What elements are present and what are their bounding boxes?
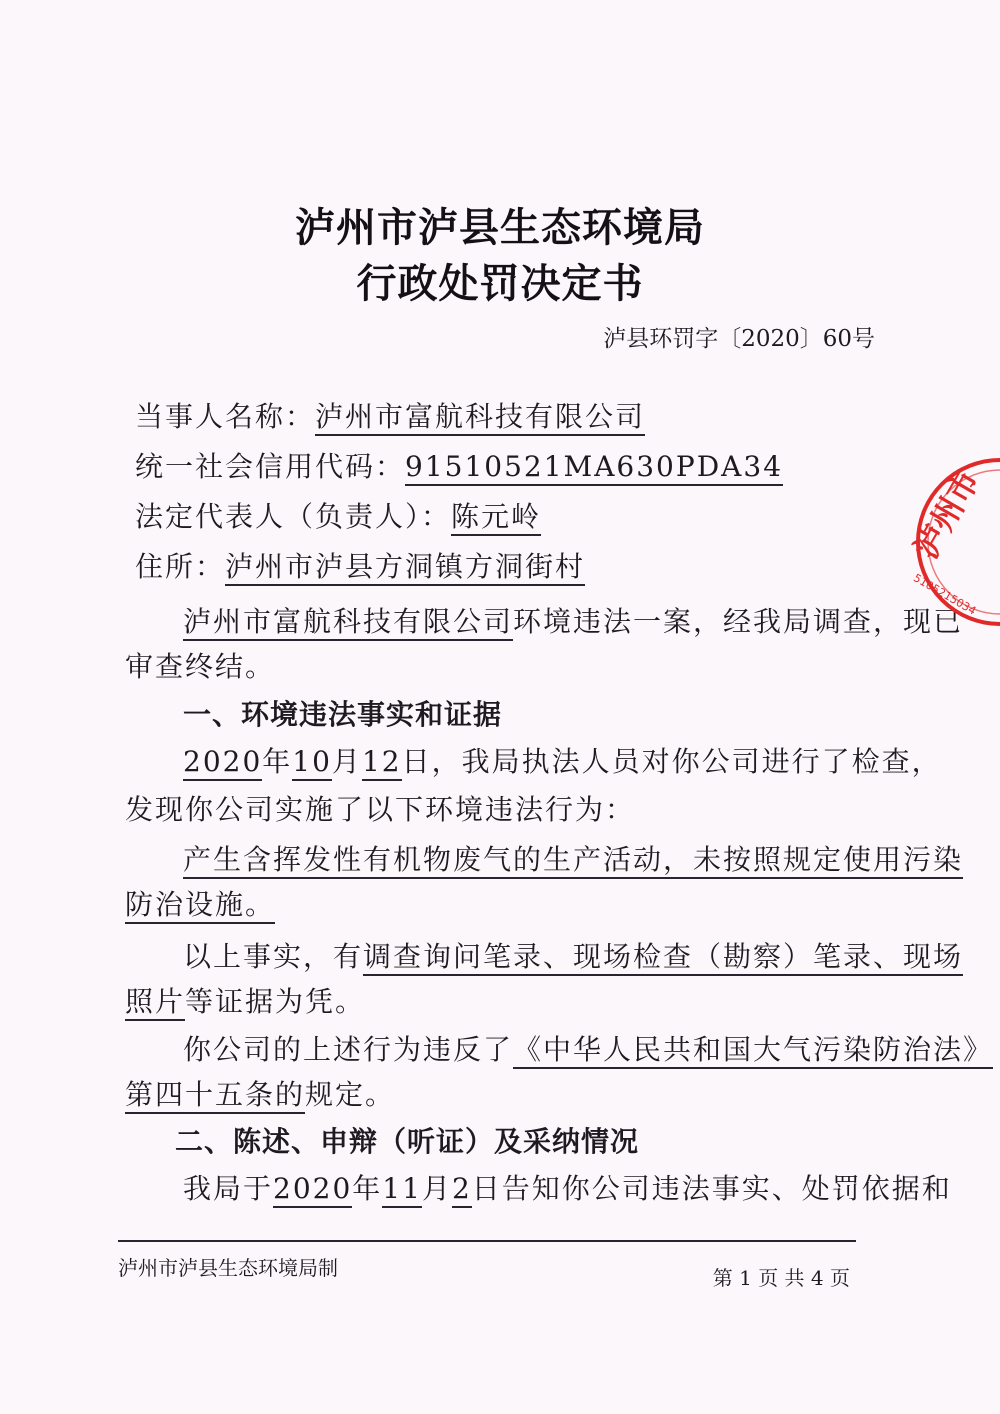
evidence-list-2: 照片 [125,985,185,1021]
footer-issuer: 泸州市泸县生态环境局制 [118,1256,338,1280]
violation-text-2: 防治设施。 [125,888,275,924]
document-number: 泸县环罚字〔2020〕60号 [603,326,875,352]
day-suffix: 日，我局执法人员对你公司进行了检查， [401,745,942,778]
notice-line [183,1172,952,1206]
legal-rep-row [135,500,541,534]
credit-code-row [135,450,783,484]
intro-line-2: 审查终结。 [125,650,276,683]
notice-year: 2020 [273,1172,352,1208]
section2-heading: 二、陈述、申辩（听证）及采纳情况 [175,1125,640,1158]
law-suffix: 规定。 [305,1078,396,1111]
law-line-2 [125,1078,395,1112]
violation-line-2 [125,888,275,922]
legal-rep-value: 陈元岭 [451,500,541,536]
notice-year-suffix: 年 [352,1172,383,1205]
footer-divider [118,1240,856,1242]
address-row [135,550,585,584]
inspection-month: 10 [292,745,332,781]
violation-line-1 [183,843,963,877]
credit-code-label: 统一社会信用代码： [135,450,406,483]
evidence-prefix: 以上事实，有 [183,940,364,973]
evidence-suffix: 等证据为凭。 [185,985,366,1018]
year-suffix: 年 [262,745,293,778]
official-seal-icon [900,440,1000,640]
inspection-year: 2020 [183,745,262,781]
document-subtitle: 行政处罚决定书 [356,261,644,307]
legal-rep-label: 法定代表人（负责人）： [135,500,452,533]
law-prefix: 你公司的上述行为违反了 [183,1033,514,1066]
document-title: 泸州市泸县生态环境局 [295,205,705,251]
footer-page-number: 第 1 页 共 4 页 [712,1266,850,1290]
evidence-line-1 [183,940,963,974]
address-label: 住所： [135,550,226,583]
law-line-1 [183,1033,993,1067]
seal-text: 泸州市 [906,462,988,566]
intro-text-1: 环境违法一案，经我局调查，现已 [513,605,964,638]
intro-company: 泸州市富航科技有限公司 [183,605,513,641]
party-name-label: 当事人名称： [135,400,316,433]
section1-heading: 一、环境违法事实和证据 [183,698,503,731]
notice-month-suffix: 月 [421,1172,452,1205]
notice-day: 2 [452,1172,472,1208]
notice-prefix: 我局于 [183,1172,274,1205]
finding-line: 发现你公司实施了以下环境违法行为： [125,793,636,826]
law-article: 第四十五条的 [125,1078,305,1114]
party-name-value: 泸州市富航科技有限公司 [315,400,645,436]
party-name-row [135,400,645,434]
intro-line-1 [183,605,963,639]
seal-code: 5105215034 [911,571,979,618]
credit-code-value: 91510521MA630PDA34 [405,450,783,486]
violation-text-1: 产生含挥发性有机物废气的生产活动，未按照规定使用污染 [183,843,963,879]
evidence-line-2 [125,985,365,1019]
inspection-date-line [183,745,942,779]
notice-month: 11 [382,1172,422,1208]
evidence-list-1: 调查询问笔录、现场检查（勘察）笔录、现场 [363,940,963,976]
month-suffix: 月 [331,745,362,778]
notice-day-suffix: 日告知你公司违法事实、处罚依据和 [471,1172,952,1205]
inspection-day: 12 [362,745,402,781]
address-value: 泸州市泸县方洞镇方洞街村 [225,550,585,586]
law-name: 《中华人民共和国大气污染防治法》 [513,1033,993,1069]
